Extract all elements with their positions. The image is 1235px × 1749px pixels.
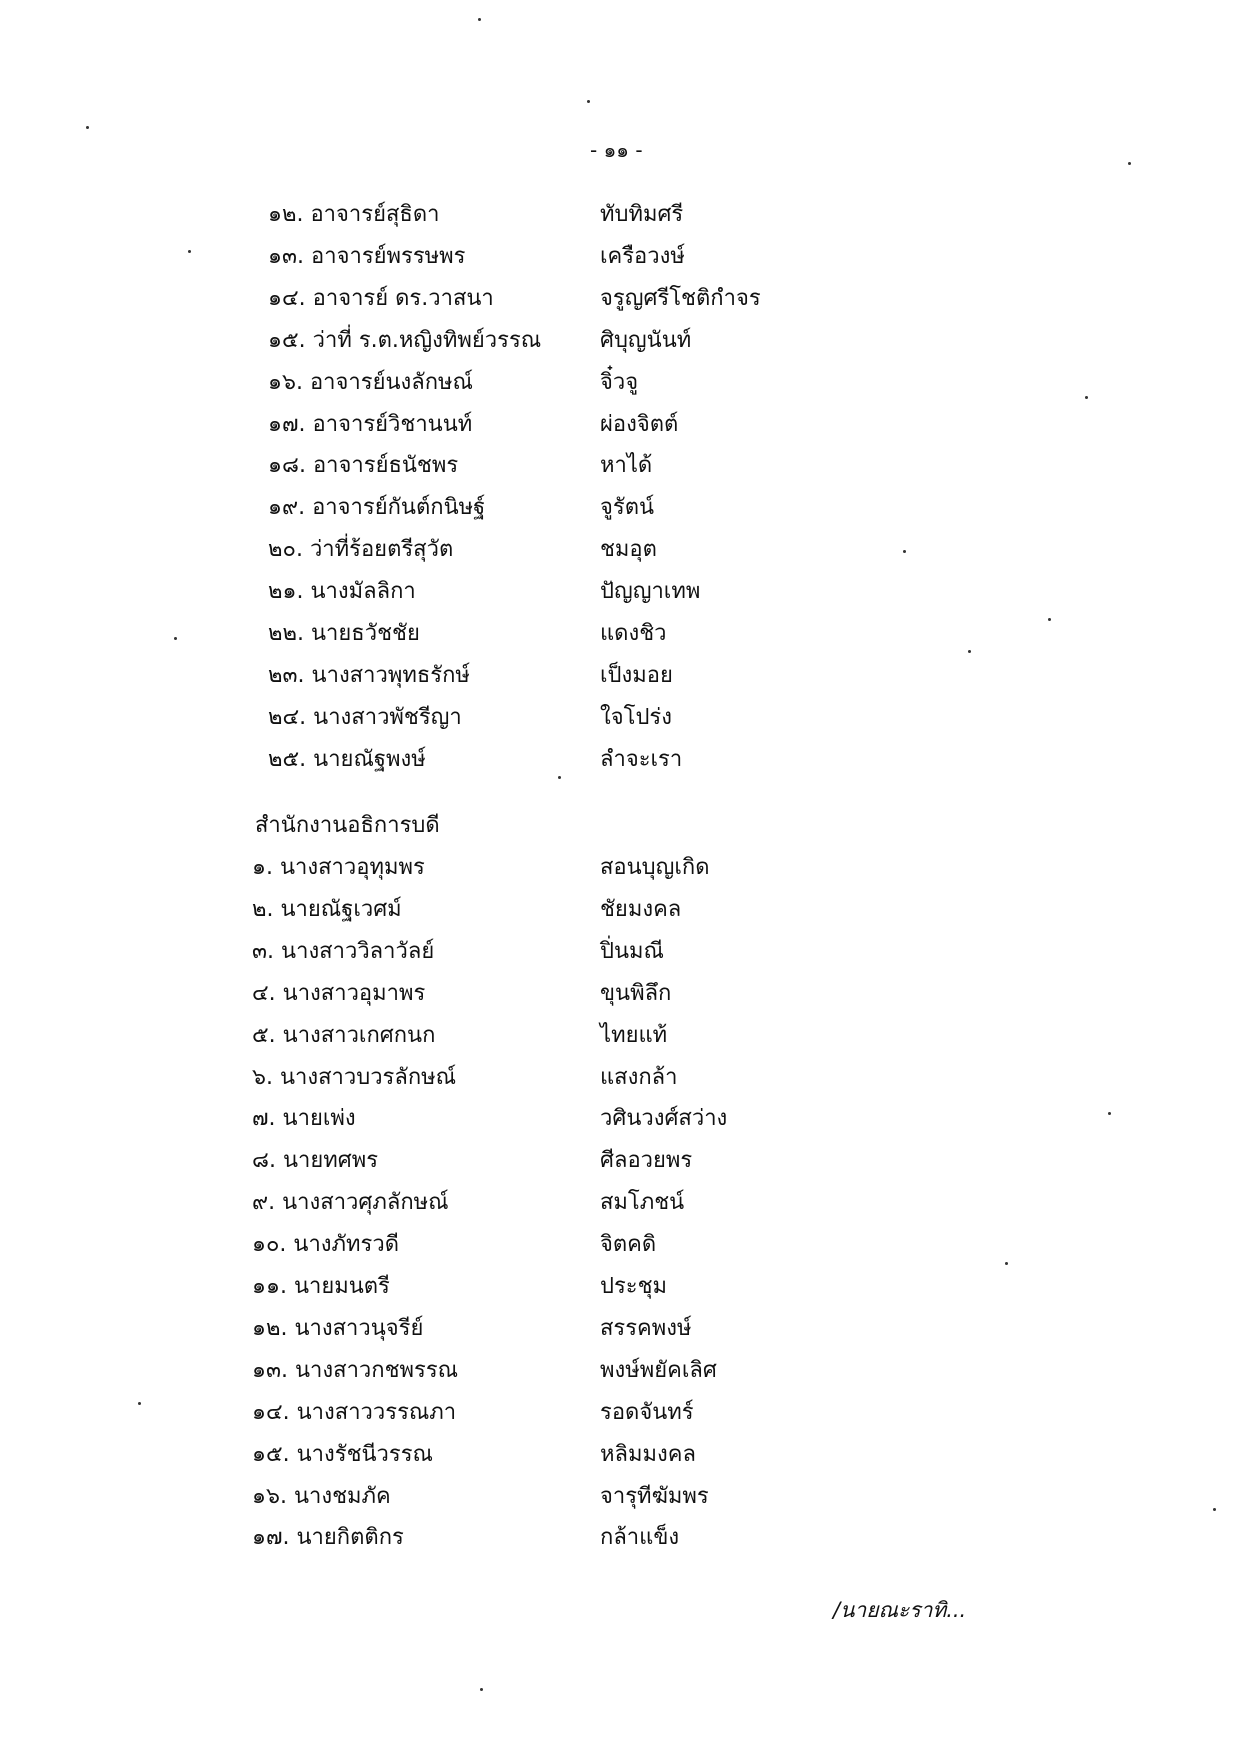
item-number: ๑๗: [252, 1525, 283, 1551]
person-name: ๒๑. นางมัลลิกา: [268, 579, 416, 605]
page-number: - ๑๑ -: [590, 138, 643, 162]
given-name: นายธวัชชัย: [311, 621, 420, 646]
person-surname: กล้าแข็ง: [600, 1525, 680, 1551]
scan-speck: [1213, 1508, 1216, 1511]
person-name: ๑๓. นางสาวกชพรรณ: [252, 1357, 459, 1383]
given-name: อาจารย์นงลักษณ์: [309, 369, 473, 395]
scan-speck: [1108, 1112, 1111, 1115]
item-number: ๑๔: [252, 1399, 283, 1425]
scan-speck: [478, 18, 481, 21]
scan-speck: [903, 550, 906, 553]
given-name: ว่าที่ ร.ต.หญิงทิพย์วรรณ: [312, 327, 542, 353]
person-surname: สอนบุญเกิด: [600, 855, 710, 880]
person-surname: จารุทีฆัมพร: [600, 1483, 709, 1509]
item-number: ๔: [252, 980, 269, 1006]
person-name: ๑๓. อาจารย์พรรษพร: [268, 243, 466, 269]
given-name: นางสาวเกศกนก: [282, 1022, 436, 1048]
person-name: ๑. นางสาวอุทุมพร: [252, 855, 425, 880]
person-surname: ใจโปร่ง: [600, 704, 672, 730]
item-number: ๒๓: [268, 662, 298, 688]
person-surname: พงษ์พยัคเลิศ: [600, 1357, 717, 1383]
person-surname: จิ๋วจู: [600, 369, 639, 395]
item-number: ๑๒: [252, 1315, 281, 1341]
item-number: ๕: [252, 1022, 269, 1048]
scan-speck: [480, 1688, 483, 1691]
continuation-note: /นายณะราทิ...: [833, 1598, 967, 1622]
item-number: ๑๑: [252, 1274, 280, 1299]
person-surname: ศีลอวยพร: [600, 1148, 693, 1174]
person-name: ๗. นายเพ่ง: [252, 1106, 356, 1132]
item-number: ๑๖: [252, 1483, 280, 1509]
scan-speck: [86, 126, 89, 129]
person-surname: หาได้: [600, 453, 653, 479]
person-name: ๑๗. นายกิตติกร: [252, 1525, 404, 1551]
given-name: นางสาวนุจรีย์: [294, 1315, 424, 1341]
person-surname: ประชุม: [600, 1274, 668, 1299]
person-surname: สรรคพงษ์: [600, 1315, 692, 1341]
given-name: นายกิตติกร: [296, 1525, 404, 1551]
person-name: ๑๔. นางสาววรรณภา: [252, 1399, 457, 1425]
given-name: นางสาวบวรลักษณ์: [279, 1064, 457, 1090]
given-name: นางชมภัค: [293, 1483, 391, 1509]
item-number: ๓: [252, 938, 268, 964]
given-name: นางสาวศุภลักษณ์: [282, 1190, 449, 1216]
scan-speck: [138, 1402, 141, 1405]
given-name: นางสาวอุมาพร: [282, 980, 426, 1006]
given-name: อาจารย์ธนัชพร: [312, 453, 459, 479]
person-name: ๔. นางสาวอุมาพร: [252, 980, 426, 1006]
person-surname: ไทยแท้: [600, 1022, 668, 1048]
item-number: ๑๙: [268, 495, 299, 521]
person-surname: ชัยมงคล: [600, 896, 682, 922]
person-name: ๑๒. นางสาวนุจรีย์: [252, 1315, 424, 1341]
person-surname: ปิ่นมณี: [600, 938, 664, 964]
item-number: ๑๘: [268, 453, 299, 479]
person-surname: แสงกล้า: [600, 1064, 678, 1090]
person-name: ๑๔. อาจารย์ ดร.วาสนา: [268, 285, 494, 311]
given-name: นางสาวกชพรรณ: [295, 1357, 459, 1383]
given-name: นายเพ่ง: [282, 1106, 356, 1132]
item-number: ๑๕: [268, 327, 299, 353]
item-number: ๑๒: [268, 202, 297, 227]
given-name: นายณัฐพงษ์: [313, 746, 426, 772]
given-name: นายทศพร: [282, 1148, 379, 1174]
item-number: ๒๔: [268, 704, 300, 730]
item-number: ๒๑: [268, 579, 297, 605]
given-name: นายณัฐเวศม์: [280, 896, 402, 922]
given-name: ว่าที่ร้อยตรีสุวัต: [309, 537, 454, 563]
person-surname: ปัญญาเทพ: [600, 579, 701, 605]
person-name: ๒๒. นายธวัชชัย: [268, 621, 420, 646]
person-surname: ชมอุต: [600, 537, 657, 563]
item-number: ๑๐: [252, 1232, 280, 1258]
person-surname: ขุนพิลึก: [600, 980, 672, 1006]
person-surname: ทับทิมศรี: [600, 202, 684, 227]
item-number: ๑๓: [268, 243, 298, 269]
given-name: นางภัทรวดี: [293, 1232, 400, 1258]
given-name: นางรัชนีวรรณ: [296, 1441, 433, 1467]
person-name: ๑๖. นางชมภัค: [252, 1483, 391, 1509]
person-surname: รอดจันทร์: [600, 1399, 694, 1425]
person-name: ๒๓. นางสาวพุทธรักษ์: [268, 662, 470, 688]
scan-speck: [968, 650, 971, 653]
person-surname: จูรัตน์: [600, 495, 655, 521]
person-name: ๒๕. นายณัฐพงษ์: [268, 746, 426, 772]
scan-speck: [174, 637, 177, 640]
person-surname: จิตคดิ: [600, 1232, 657, 1258]
item-number: ๒๒: [268, 621, 298, 646]
given-name: อาจารย์พรรษพร: [311, 243, 466, 269]
item-number: ๑๗: [268, 411, 299, 437]
person-name: ๑๕. นางรัชนีวรรณ: [252, 1441, 433, 1467]
item-number: ๒: [252, 896, 267, 922]
person-name: ๑๐. นางภัทรวดี: [252, 1232, 400, 1258]
person-name: ๑๘. อาจารย์ธนัชพร: [268, 453, 459, 479]
person-surname: เป็งมอย: [600, 662, 673, 688]
person-surname: สมโภชน์: [600, 1190, 685, 1216]
section-heading: สำนักงานอธิการบดี: [255, 813, 440, 838]
person-name: ๓. นางสาววิลาวัลย์: [252, 938, 435, 964]
person-name: ๕. นางสาวเกศกนก: [252, 1022, 436, 1048]
item-number: ๖: [252, 1064, 266, 1090]
person-name: ๒๔. นางสาวพัชรีญา: [268, 704, 462, 730]
person-name: ๘. นายทศพร: [252, 1148, 379, 1174]
item-number: ๒๕: [268, 746, 300, 772]
given-name: นางสาวอุทุมพร: [279, 855, 425, 880]
item-number: ๑: [252, 855, 266, 880]
person-name: ๑๕. ว่าที่ ร.ต.หญิงทิพย์วรรณ: [268, 327, 542, 353]
item-number: ๑๕: [252, 1441, 283, 1467]
scan-speck: [587, 100, 590, 103]
person-surname: ลำจะเรา: [600, 746, 683, 772]
given-name: อาจารย์สุธิดา: [310, 202, 440, 227]
item-number: ๘: [252, 1148, 269, 1174]
person-surname: หลิมมงคล: [600, 1441, 696, 1467]
item-number: ๒๐: [268, 537, 296, 563]
person-surname: เครือวงษ์: [600, 243, 685, 269]
person-name: ๒๐. ว่าที่ร้อยตรีสุวัต: [268, 537, 454, 563]
item-number: ๙: [252, 1190, 269, 1216]
scan-speck: [188, 250, 191, 253]
person-name: ๙. นางสาวศุภลักษณ์: [252, 1190, 449, 1216]
person-surname: ศิบุญนันท์: [600, 327, 692, 353]
scan-speck: [1005, 1262, 1008, 1265]
item-number: ๑๖: [268, 369, 296, 395]
given-name: อาจารย์วิชานนท์: [312, 411, 473, 437]
person-name: ๒. นายณัฐเวศม์: [252, 896, 402, 922]
person-surname: วศินวงศ์สว่าง: [600, 1106, 728, 1132]
given-name: นางสาวพัชรีญา: [313, 704, 462, 730]
scan-speck: [1085, 396, 1088, 399]
given-name: นางมัลลิกา: [310, 579, 416, 605]
scan-speck: [1048, 618, 1051, 621]
person-name: ๑๗. อาจารย์วิชานนท์: [268, 411, 473, 437]
scan-speck: [558, 776, 561, 779]
item-number: ๑๔: [268, 285, 299, 311]
given-name: นางสาววรรณภา: [296, 1399, 457, 1425]
person-name: ๑๑. นายมนตรี: [252, 1274, 390, 1299]
person-name: ๑๙. อาจารย์กันต์กนิษฐ์: [268, 495, 486, 521]
given-name: อาจารย์ ดร.วาสนา: [312, 285, 494, 311]
person-name: ๑๒. อาจารย์สุธิดา: [268, 202, 440, 227]
scan-speck: [1128, 162, 1131, 165]
person-surname: จรูญศรีโชติกำจร: [600, 285, 761, 311]
given-name: นายมนตรี: [293, 1274, 390, 1299]
given-name: อาจารย์กันต์กนิษฐ์: [312, 495, 486, 521]
person-surname: แดงชิว: [600, 621, 667, 646]
person-name: ๑๖. อาจารย์นงลักษณ์: [268, 369, 473, 395]
person-name: ๖. นางสาวบวรลักษณ์: [252, 1064, 457, 1090]
item-number: ๗: [252, 1106, 269, 1132]
item-number: ๑๓: [252, 1357, 282, 1383]
given-name: นางสาววิลาวัลย์: [281, 938, 435, 964]
person-surname: ผ่องจิตต์: [600, 411, 679, 437]
given-name: นางสาวพุทธรักษ์: [311, 662, 470, 688]
